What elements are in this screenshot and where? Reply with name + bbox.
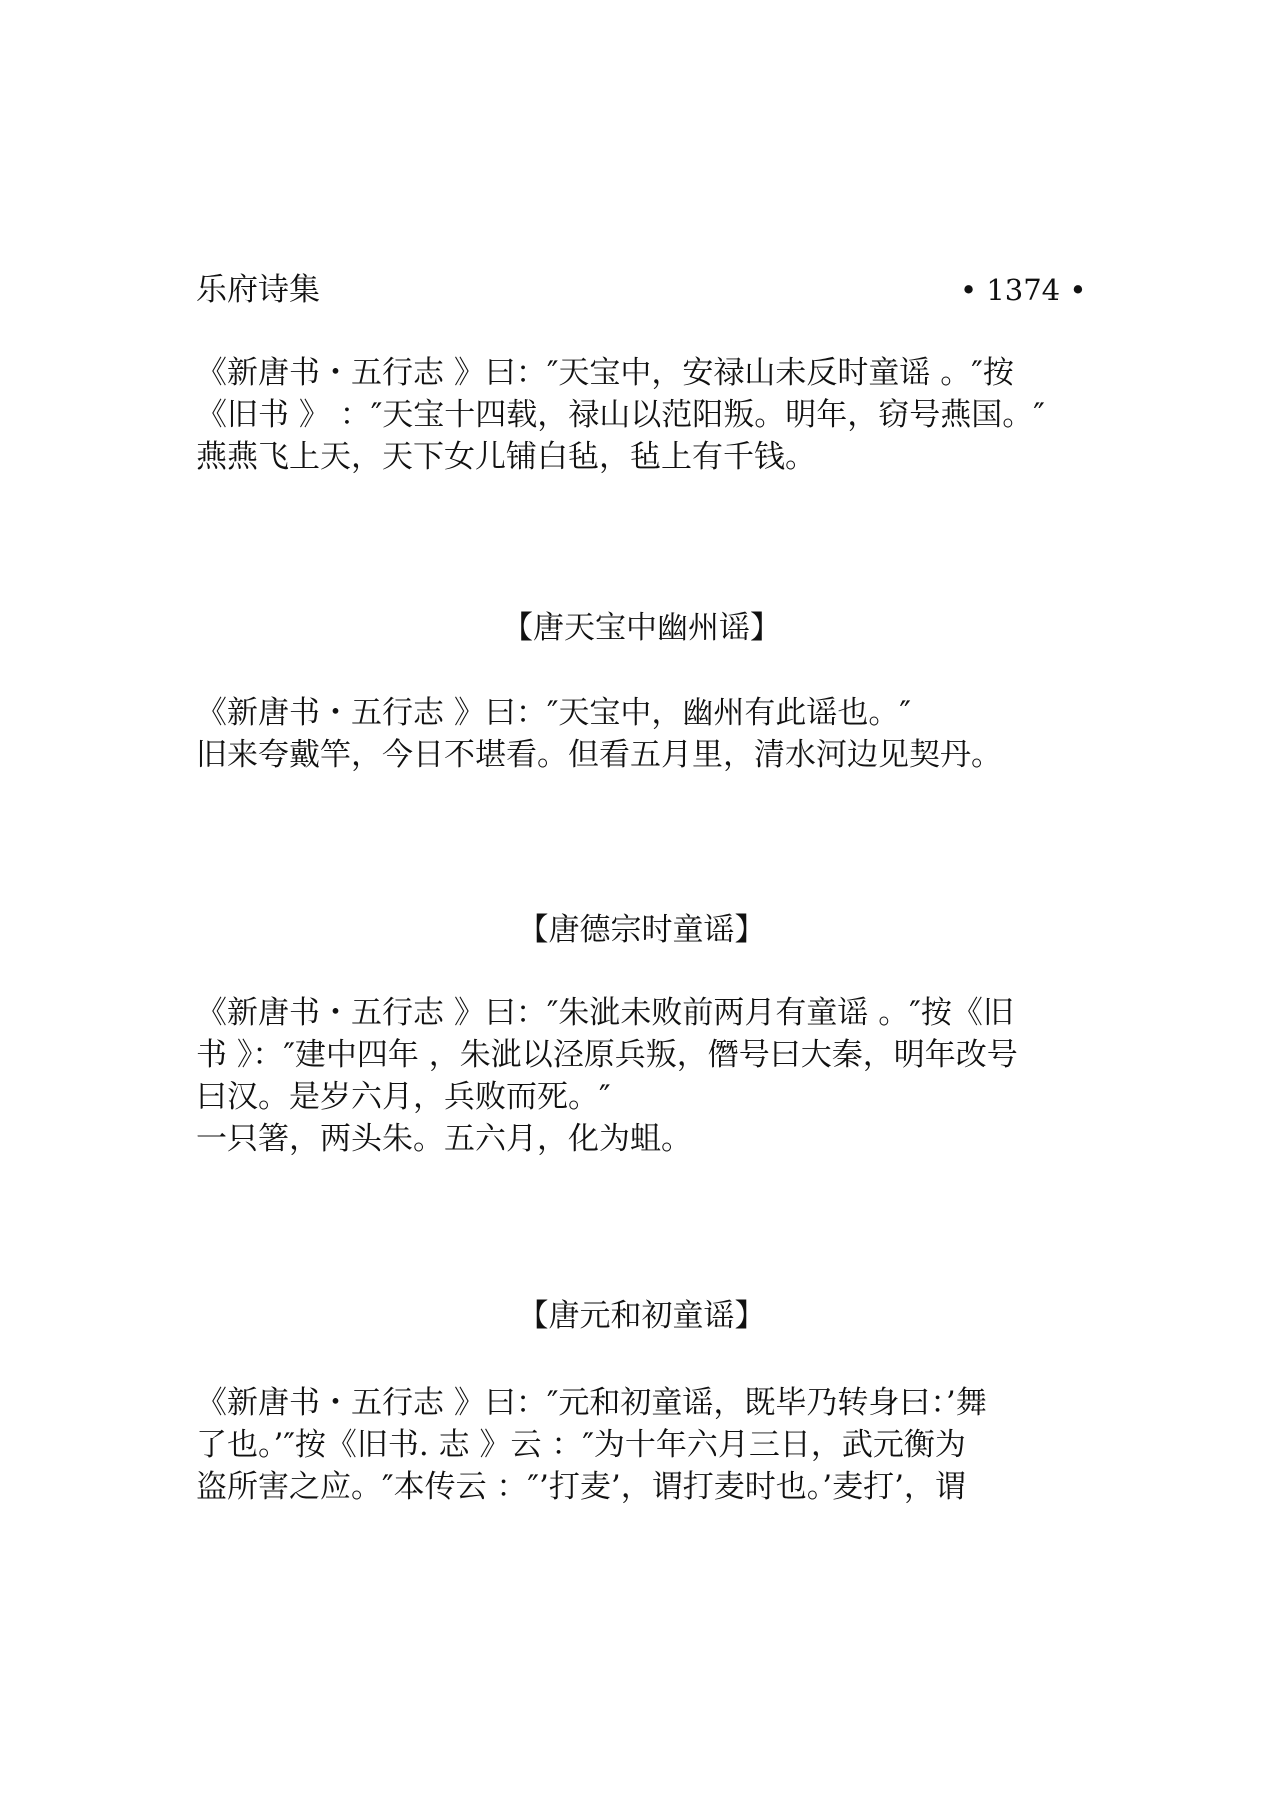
body-line: 了也。’″按《旧书. 志 》云 ：″为十年六月三日，武元衡为 — [196, 1427, 966, 1463]
entry-text — [196, 692, 1096, 776]
poem-line: 旧来夸戴竿，今日不堪看。但看五月里，清水河边见契丹。 — [196, 737, 1002, 773]
section-title: 【唐元和初童谣】 — [517, 1298, 766, 1334]
section-title: 【唐天宝中幽州谣】 — [502, 610, 781, 646]
body-line: 《新唐书・五行志 》曰：″元和初童谣，既毕乃转身曰：’舞 — [196, 1385, 987, 1421]
section-title: 【唐德宗时童谣】 — [517, 912, 766, 948]
poem-line: 一只箸，两头朱。五六月，化为蛆。 — [196, 1121, 692, 1157]
body-line: 盗所害之应。″本传云 ：″’打麦’，谓打麦时也。’麦打’，谓 — [196, 1469, 966, 1505]
body-line: 《新唐书・五行志 》曰：″朱泚未败前两月有童谣 。″按《旧 — [196, 995, 1014, 1031]
body-line: 《新唐书・五行志 》曰：″天宝中，安禄山未反时童谣 。″按 — [196, 355, 1014, 391]
body-line: 曰汉。是岁六月，兵败而死。″ — [196, 1079, 611, 1115]
book-title: 乐府诗集 — [196, 272, 320, 308]
entry-intro — [196, 352, 1096, 478]
entry-text — [196, 992, 1096, 1160]
body-line: 《新唐书・五行志 》曰：″天宝中，幽州有此谣也。″ — [196, 695, 912, 731]
poem-line: 燕燕飞上天，天下女儿铺白毡，毡上有千钱。 — [196, 439, 816, 475]
entry-text — [196, 1382, 1096, 1508]
body-line: 书 》：″建中四年 ，朱泚以泾原兵叛，僭号曰大秦，明年改号 — [196, 1037, 1018, 1073]
body-line: 《旧书 》 ：″天宝十四载，禄山以范阳叛。明年，窃号燕国。″ — [196, 397, 1045, 433]
page-number: • 1374 • — [960, 273, 1087, 307]
